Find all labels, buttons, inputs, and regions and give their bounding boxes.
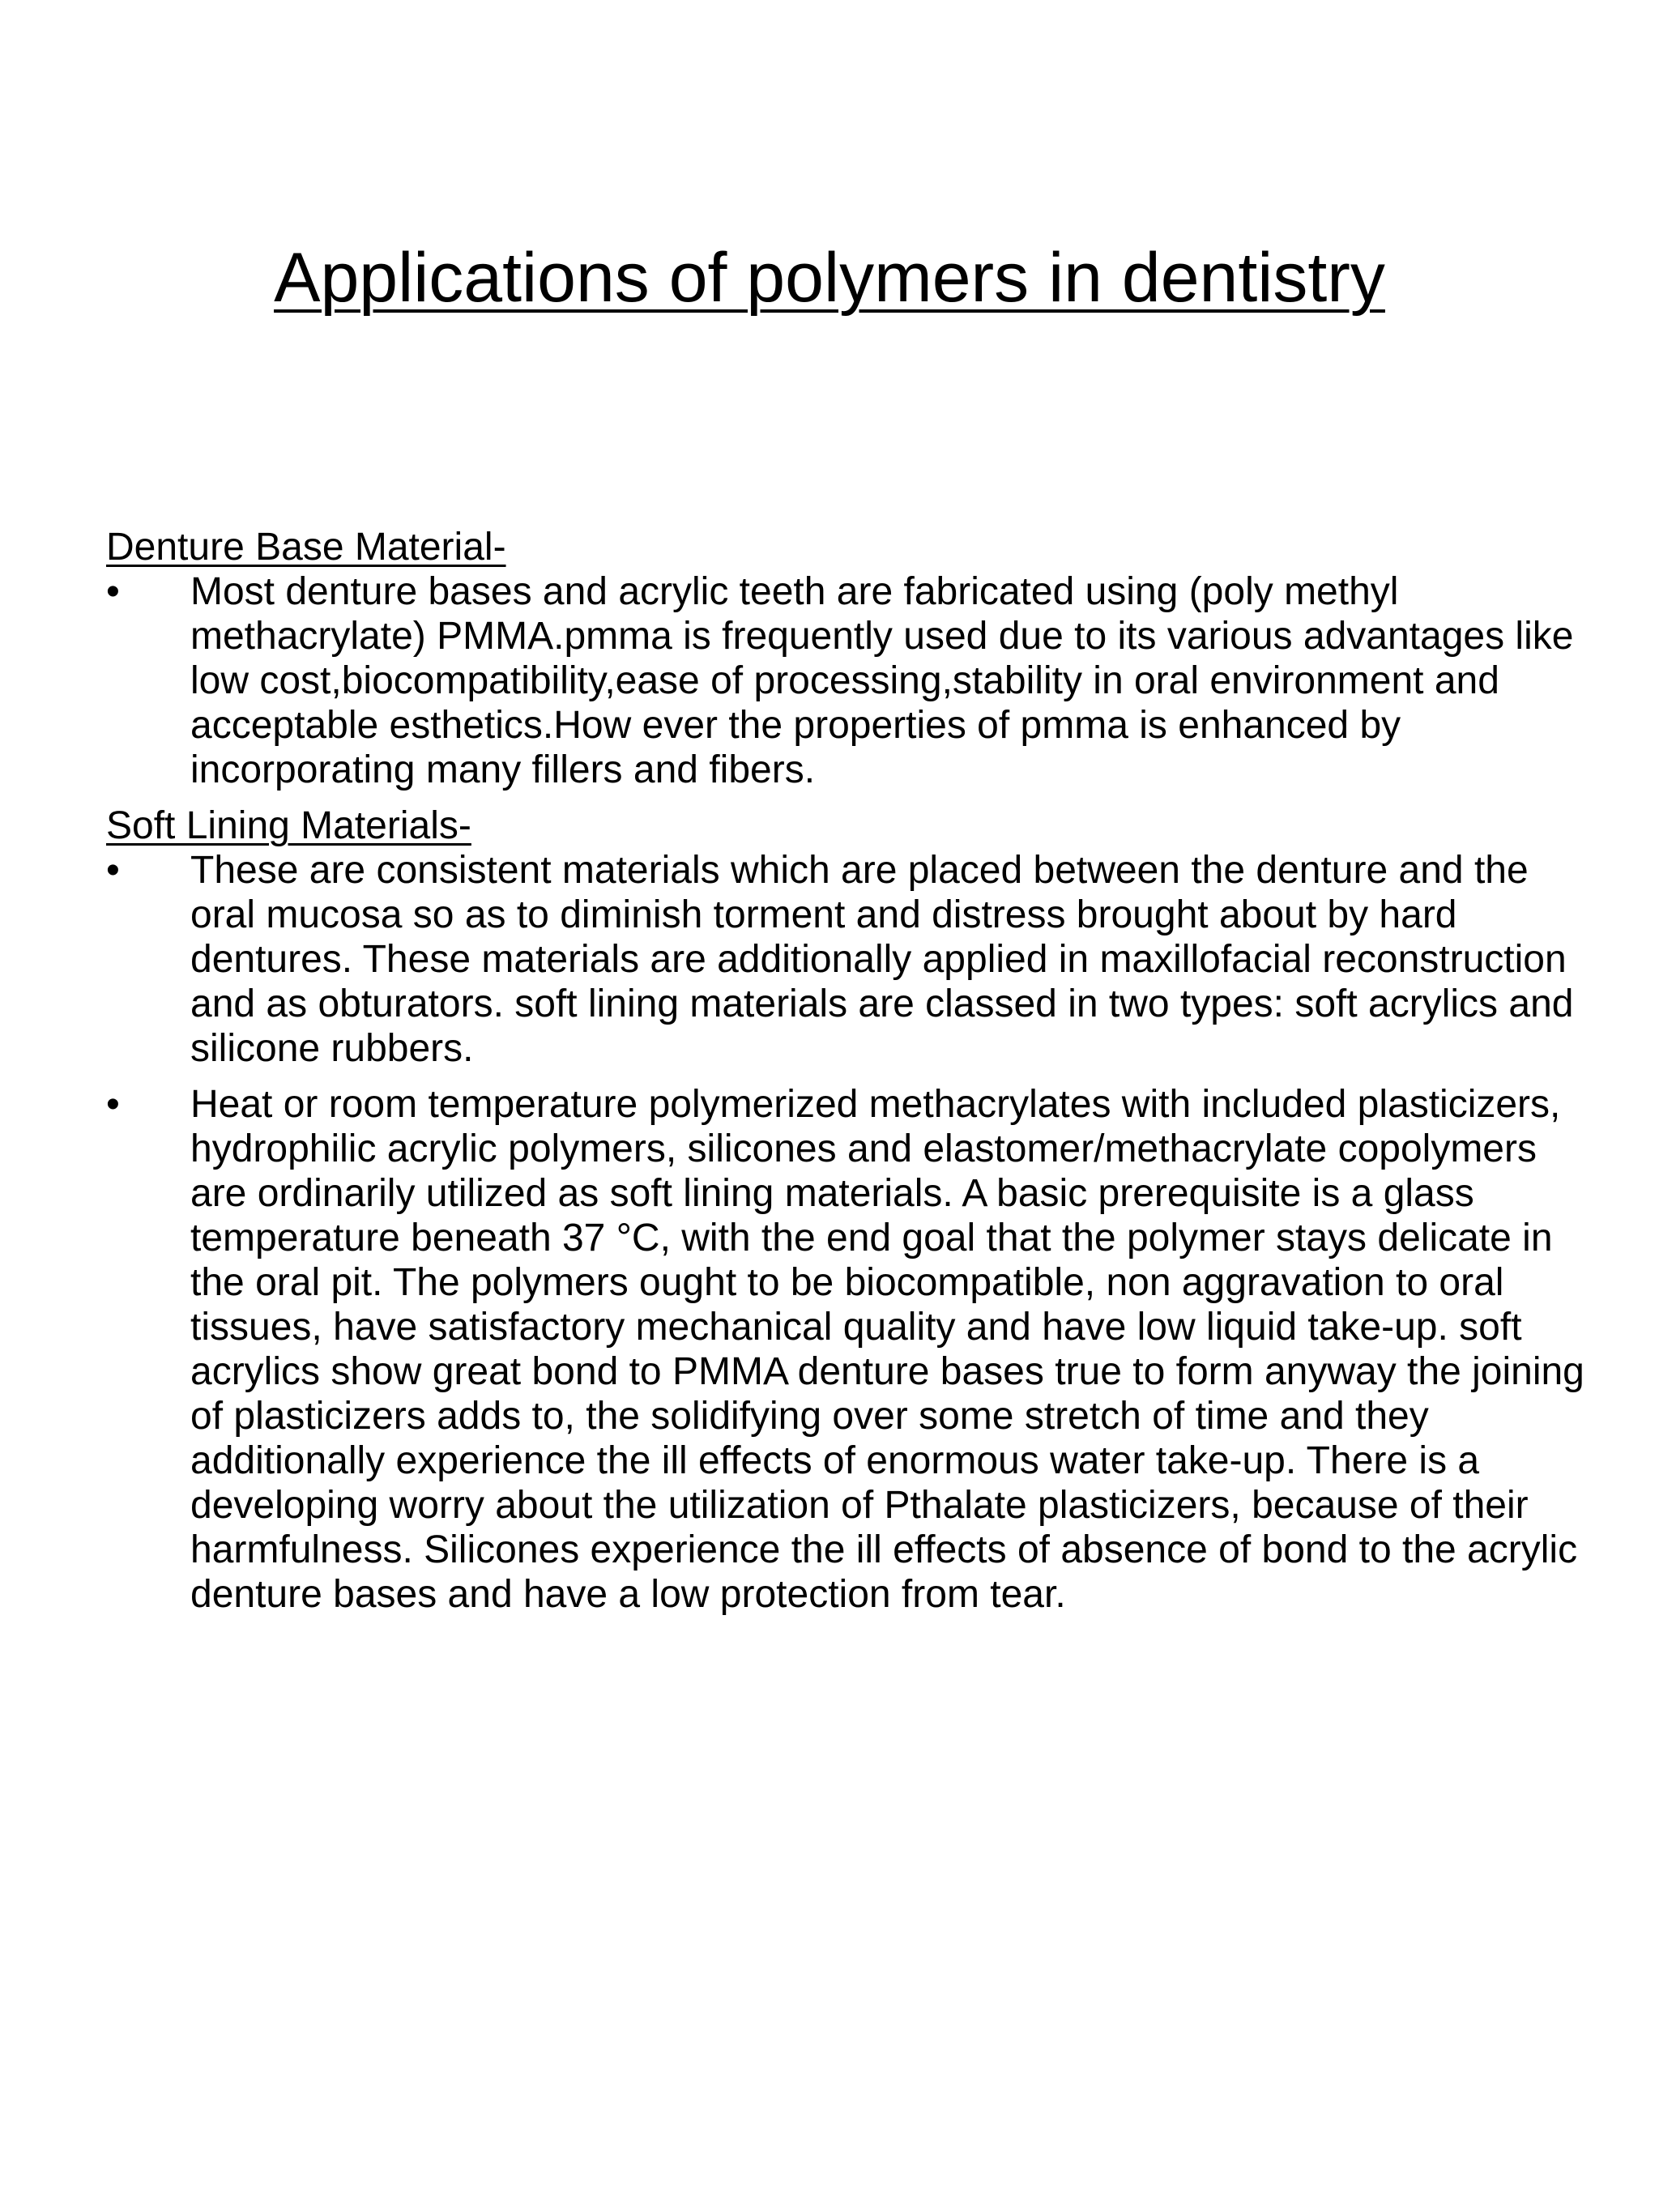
section-heading-denture-base: Denture Base Material- [106,526,506,569]
bullet-icon: • [106,570,120,613]
bullet-text: Most denture bases and acrylic teeth are fabricated using (poly methyl methacrylate) PMMA.pmma is frequently used due to its various advantages like low cost,biocompatibility,ease of processing,stability in oral environment and acceptable esthetics.How ever the properties of pmma is enhanced by incorporating many fillers and fibers. [190,570,1574,791]
slide-title-text: Applications of polymers in dentistry [274,239,1385,317]
slide-body [106,525,1597,1628]
bullet-text: These are consistent materials which are placed between the denture and the oral mucosa so as to diminish torment and distress brought about by hard dentures. These materials are additionally applied in maxillofacial reconstruction and as obturators. soft lining materials are classed in two types: soft acrylics and silicone rubbers. [190,849,1574,1070]
bullet-item-soft-lining-polymers [106,1082,1597,1617]
bullet-text: Heat or room temperature polymerized methacrylates with included plasticizers, hydrophilic acrylic polymers, silicones and elastomer/methacrylate copolymers are ordinarily utilized as soft lining materials. A basic prerequisite is a glass temperature beneath 37 °C, with the end goal that the polymer stays delicate in the oral pit. The polymers ought to be biocompatible, non aggravation to oral tissues, have satisfactory mechanical quality and have low liquid take-up. soft acrylics show great bond to PMMA denture bases true to form anyway the joining of plasticizers adds to, the solidifying over some stretch of time and they additionally experience the ill effects of enormous water take-up. There is a developing worry about the utilization of Pthalate plasticizers, because of their harmfulness. Silicones experience the ill effects of absence of bond to the acrylic denture bases and have a low protection from tear. [190,1083,1584,1616]
bullet-icon: • [106,1083,120,1126]
section-heading-soft-lining: Soft Lining Materials- [106,804,471,847]
bullet-icon: • [106,849,120,892]
bullet-item-soft-lining-definition [106,848,1597,1071]
slide-title [0,233,1659,322]
bullet-item-denture-base [106,569,1597,792]
